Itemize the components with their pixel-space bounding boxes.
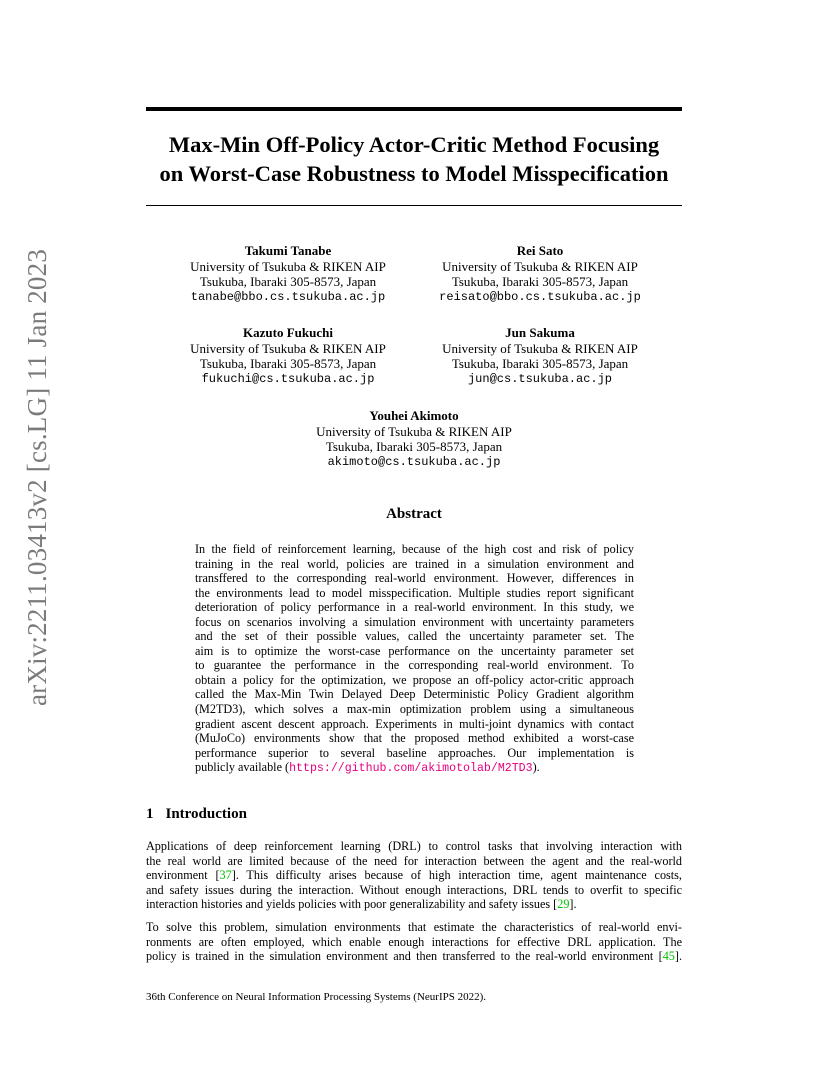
author-affiliation: University of Tsukuba & RIKEN AIP (316, 423, 512, 439)
author-block (420, 243, 660, 305)
paper-title (146, 130, 682, 188)
title-line-2: on Worst-Case Robustness to Model Misspecification (159, 161, 669, 186)
author-email[interactable]: fukuchi@cs.tsukuba.ac.jp (201, 371, 375, 386)
author-name: Takumi Tanabe (244, 243, 332, 258)
abstract-line: called the Max-Min Twin Delayed Deep Deterministic Policy Gradient algorithm (195, 687, 634, 702)
author-email[interactable]: tanabe@bbo.cs.tsukuba.ac.jp (190, 289, 386, 304)
author-email[interactable]: reisato@bbo.cs.tsukuba.ac.jp (439, 289, 641, 304)
author-address: Tsukuba, Ibaraki 305-8573, Japan (199, 274, 377, 289)
abstract-body (195, 542, 634, 777)
abstract-last-line (195, 760, 634, 777)
paragraph-line: and safety issues during the interaction. Without enough interactions, DRL tends to overfit to specific (146, 882, 682, 897)
author-address: Tsukuba, Ibaraki 305-8573, Japan (325, 439, 503, 454)
author-name: Kazuto Fukuchi (243, 325, 333, 340)
author-block (168, 325, 408, 387)
author-affiliation: University of Tsukuba & RIKEN AIP (190, 258, 386, 274)
citation-link[interactable]: 45 (662, 949, 675, 964)
paragraph-line (146, 868, 682, 883)
paragraph-line: Applications of deep reinforcement learning (DRL) to control tasks that involving interaction with (146, 839, 682, 853)
abstract-line: training in the real world, policies are trained in a simulation environment and (195, 556, 634, 571)
intro-paragraph-2 (146, 920, 682, 964)
abstract-text: ). (532, 760, 540, 775)
abstract-line: performance superior to several baseline approaches. Our implementation is (195, 745, 634, 760)
section-heading-introduction (146, 806, 247, 823)
abstract-line: deterioration of policy performance in a real-world environment. In this study, we (195, 600, 634, 615)
paragraph-line: To solve this problem, simulation environments that estimate the characteristics of real-world envi- (146, 920, 682, 934)
author-address: Tsukuba, Ibaraki 305-8573, Japan (451, 356, 629, 371)
author-affiliation: University of Tsukuba & RIKEN AIP (442, 258, 638, 274)
abstract-text: publicly available ( (195, 760, 290, 775)
intro-paragraph-1 (146, 839, 682, 912)
author-name: Rei Sato (516, 243, 564, 258)
paragraph-text: ]. This difficulty arises because of high interaction time, agent maintenance costs, (231, 868, 682, 883)
abstract-line: In the field of reinforcement learning, because of the high cost and risk of policy (195, 542, 634, 556)
paragraph-text: ]. (674, 949, 682, 964)
arxiv-identifier-stamp: arXiv:2211.03413v2 [cs.LG] 11 Jan 2023 (22, 248, 52, 706)
abstract-line: and the set of their possible values, called the uncertainty parameter set. The (195, 629, 634, 644)
author-block (294, 408, 534, 470)
abstract-line: (M2TD3), which solves a max-min optimization problem using a simultaneous (195, 702, 634, 717)
abstract-line: obtain a policy for the optimization, we propose an off-policy actor-critic approach (195, 672, 634, 687)
github-link[interactable]: https://github.com/akimotolab/M2TD3 (289, 762, 533, 776)
author-block (420, 325, 660, 387)
author-address: Tsukuba, Ibaraki 305-8573, Japan (199, 356, 377, 371)
paragraph-text: ]. (569, 897, 577, 912)
paragraph-line (146, 897, 682, 912)
author-block (168, 243, 408, 305)
author-address: Tsukuba, Ibaraki 305-8573, Japan (451, 274, 629, 289)
paragraph-text: interaction histories and yields policies with poor generalizability and safety issues [ (146, 897, 558, 912)
citation-link[interactable]: 37 (219, 868, 232, 883)
title-top-rule (146, 107, 682, 111)
title-bottom-rule (146, 205, 682, 206)
author-name: Jun Sakuma (505, 325, 575, 340)
author-affiliation: University of Tsukuba & RIKEN AIP (190, 340, 386, 356)
paragraph-text: policy is trained in the simulation environment and then transferred to the real-world environment [ (146, 949, 663, 964)
abstract-heading: Abstract (386, 506, 442, 522)
title-line-1: Max-Min Off-Policy Actor-Critic Method Focusing (168, 132, 660, 157)
abstract-line: to guarantee the performance in the corresponding real-world environment. To (195, 658, 634, 673)
abstract-line: gradient ascent descent approach. Experiments in multi-joint dynamics with contact (195, 716, 634, 731)
paragraph-line: the real world are limited because of the need for interaction between the agent and the real-world (146, 853, 682, 868)
section-title: Introduction (165, 806, 247, 822)
author-email[interactable]: akimoto@cs.tsukuba.ac.jp (327, 454, 501, 469)
author-email[interactable]: jun@cs.tsukuba.ac.jp (467, 371, 613, 386)
abstract-line: the environments lead to model misspecification. Multiple studies report significant (195, 585, 634, 600)
author-affiliation: University of Tsukuba & RIKEN AIP (442, 340, 638, 356)
citation-link[interactable]: 29 (557, 897, 570, 912)
paragraph-line: ronments are often employed, which enable enough interactions for effective DRL application. The (146, 934, 682, 949)
abstract-line: (MuJoCo) environments show that the proposed method exhibited a worst-case (195, 731, 634, 746)
section-number: 1 (146, 806, 154, 822)
paragraph-text: environment [ (146, 868, 220, 883)
abstract-line: aim is to optimize the worst-case performance on the uncertainty parameter set (195, 643, 634, 658)
abstract-line: focus on scenarios involving a simulation environment with uncertainty parameters (195, 614, 634, 629)
conference-footnote: 36th Conference on Neural Information Processing Systems (NeurIPS 2022). (146, 991, 487, 1003)
author-name: Youhei Akimoto (369, 408, 459, 423)
abstract-line: transffered to the corresponding real-world environment. However, differences in (195, 571, 634, 586)
paragraph-line (146, 949, 682, 964)
